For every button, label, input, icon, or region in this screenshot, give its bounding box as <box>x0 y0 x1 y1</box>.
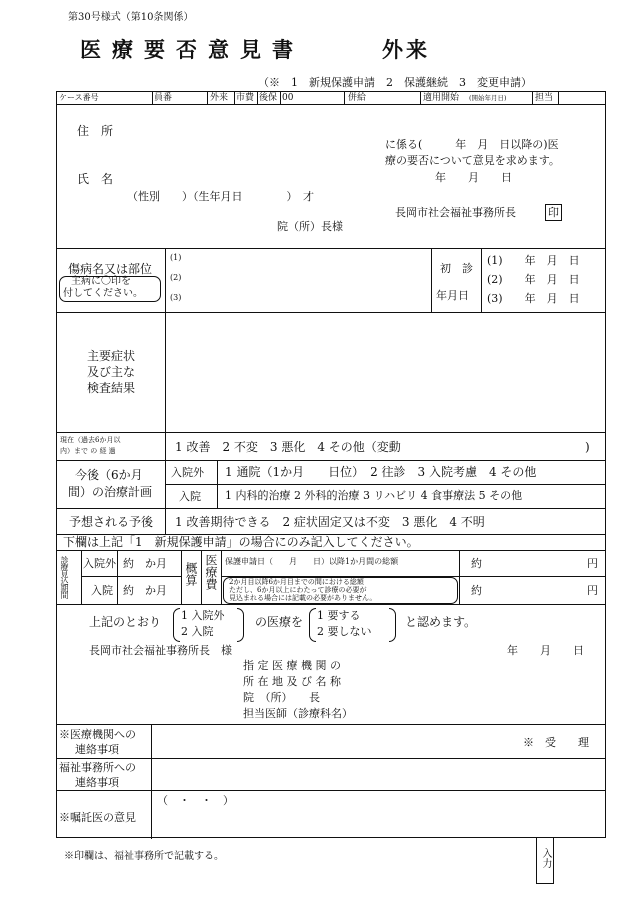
application-types: （※ 1 新規保護申請 2 保護継続 3 変更申請） <box>258 76 532 89</box>
need-option-2: 2 要しない <box>317 625 372 638</box>
form-number: 第30号様式（第10条関係） <box>68 12 194 23</box>
plan-label-1: 今後（6か月 <box>75 468 143 482</box>
receipt-label: ※ 受 理 <box>523 736 589 749</box>
symptoms-label-2: 及び主な <box>87 365 136 379</box>
prognosis-options: 1 改善期待できる 2 症状固定又は不変 3 悪化 4 不明 <box>175 515 485 529</box>
hospital-head-addressee: 院（所）長様 <box>277 220 343 233</box>
care-type-option-1: 1 入院外 <box>181 609 225 622</box>
care-of-text: の医療を <box>255 615 304 629</box>
form-table <box>56 91 606 838</box>
case-number-label: ケース番号 <box>59 93 99 102</box>
disease-note-2: 付してください。 <box>63 288 143 299</box>
to-office-label-1: 福祉事務所への <box>59 761 136 774</box>
outpatient-title: 外来 <box>382 37 430 62</box>
first-visit-label: 初 診 <box>440 262 473 275</box>
sex-birth-age: （性別 ）（生年月日 ） 才 <box>127 190 314 203</box>
period-outpatient-months: 約 か月 <box>123 557 167 570</box>
disease-note-1: 主病に〇印を <box>71 276 131 287</box>
input-label: 入力 <box>540 848 551 868</box>
disease-label: 傷病名又は部位 <box>68 262 153 276</box>
code-value: 00 <box>282 93 294 103</box>
first-visit-date-label: 年月日 <box>436 289 469 302</box>
seal-box: 印 <box>545 204 562 221</box>
address-label: 住 所 <box>77 124 114 138</box>
approve-text: と認めます。 <box>405 615 477 629</box>
outpatient-label: 外来 <box>210 93 229 103</box>
period-side-label: 診療見込期間 <box>60 556 69 598</box>
plan-outpatient-label: 入院外 <box>171 466 204 479</box>
lower-section-note: 下欄は上記「1 新規保護申請」の場合にのみ記入してください。 <box>63 535 419 549</box>
request-text-2: 療の要否について意見を求めます。 <box>385 154 560 167</box>
institution-line-2: 所 在 地 及 び 名 称 <box>243 675 341 688</box>
approval-date: 年 月 日 <box>507 644 584 657</box>
as-above-text: 上記のとおり <box>89 615 162 629</box>
estimate-label: 概算 <box>184 562 198 586</box>
patient-name-label: 氏 名 <box>77 172 114 186</box>
plan-inpatient-options: 1 内科的治療 2 外科的治療 3 リハビリ 4 食事療法 5 その他 <box>225 489 523 502</box>
period-inpatient-months: 約 か月 <box>123 584 167 597</box>
prognosis-label: 予想される予後 <box>69 515 154 529</box>
progress-close-paren: ) <box>585 440 590 454</box>
symptoms-label-3: 検査結果 <box>87 381 136 395</box>
application-start-label: 適用開始 <box>423 93 460 103</box>
city-cost-label: 市費 <box>236 93 255 103</box>
to-hospital-label-1: ※医療機関への <box>59 728 136 741</box>
first-visit-date-2: (2) 年 月 日 <box>487 273 580 286</box>
first-visit-date-3: (3) 年 月 日 <box>487 292 580 305</box>
care-type-option-2: 2 入院 <box>181 625 214 638</box>
progress-options: 1 改善 2 不変 3 悪化 4 その他（変動 <box>175 440 401 454</box>
plan-outpatient-options: 1 通院（1か月 日位） 2 往診 3 入院考慮 4 その他 <box>225 465 537 479</box>
start-date-note: (開始年月日) <box>469 94 507 102</box>
to-hospital-label-2: 連絡事項 <box>75 743 119 756</box>
first-visit-date-1: (1) 年 月 日 <box>487 254 580 267</box>
period-outpatient-label: 入院外 <box>83 557 116 570</box>
elderly-insurance-label: 後保 <box>259 93 278 103</box>
combined-benefit-label: 併給 <box>348 93 367 103</box>
symptoms-label-1: 主要症状 <box>87 349 136 363</box>
office-head-name: 長岡市社会福祉事務所長 <box>395 206 516 219</box>
institution-line-4: 担当医師（診療科名） <box>243 707 353 720</box>
progress-label-2: 内）まで の 経 過 <box>60 447 116 455</box>
cost-approx-2: 約 <box>471 584 482 597</box>
cost-note-1: 2か月目以降6か月目までの間における総額 <box>229 578 364 586</box>
opinion-date-placeholder: （ ・ ・ ） <box>157 794 234 807</box>
approval-office-head: 長岡市社会福祉事務所長 様 <box>89 644 232 657</box>
institution-line-3: 院 （所） 長 <box>243 691 320 704</box>
request-text-1: に係る( 年 月 日以降の)医 <box>385 138 559 151</box>
medical-cost-label: 医療費 <box>204 554 218 590</box>
member-number-label: 員番 <box>154 93 173 103</box>
request-date: 年 月 日 <box>435 171 512 184</box>
commissioned-doctor-label: ※嘱託医の意見 <box>59 811 136 824</box>
cost-note-2: ただし、6か月以上にわたって診療の必要が <box>229 586 367 594</box>
disease-item-3: (3) <box>170 293 182 302</box>
cost-note-3: 見込まれる場合には記載の必要がありません。 <box>229 594 377 602</box>
cost-approx-1: 約 <box>471 557 482 570</box>
institution-line-1: 指 定 医 療 機 関 の <box>243 659 341 672</box>
cost-yen-1: 円 <box>587 557 598 570</box>
to-office-label-2: 連絡事項 <box>75 776 119 789</box>
plan-label-2: 間）の治療計画 <box>68 485 153 499</box>
plan-inpatient-label: 入院 <box>179 490 201 503</box>
application-date-cost: 保護申請日（ 月 日）以降1か月間の総額 <box>225 557 399 566</box>
progress-label-1: 現在（過去6か月以 <box>60 436 121 444</box>
disease-item-2: (2) <box>170 273 182 282</box>
staff-label: 担当 <box>535 93 554 103</box>
period-inpatient-label: 入院 <box>91 584 113 597</box>
cost-yen-2: 円 <box>587 584 598 597</box>
disease-item-1: (1) <box>170 253 182 262</box>
footer-note: ※印欄は、福祉事務所で記載する。 <box>64 851 224 862</box>
need-option-1: 1 要する <box>317 609 361 622</box>
form-title: 医療要否意見書 <box>80 37 304 62</box>
